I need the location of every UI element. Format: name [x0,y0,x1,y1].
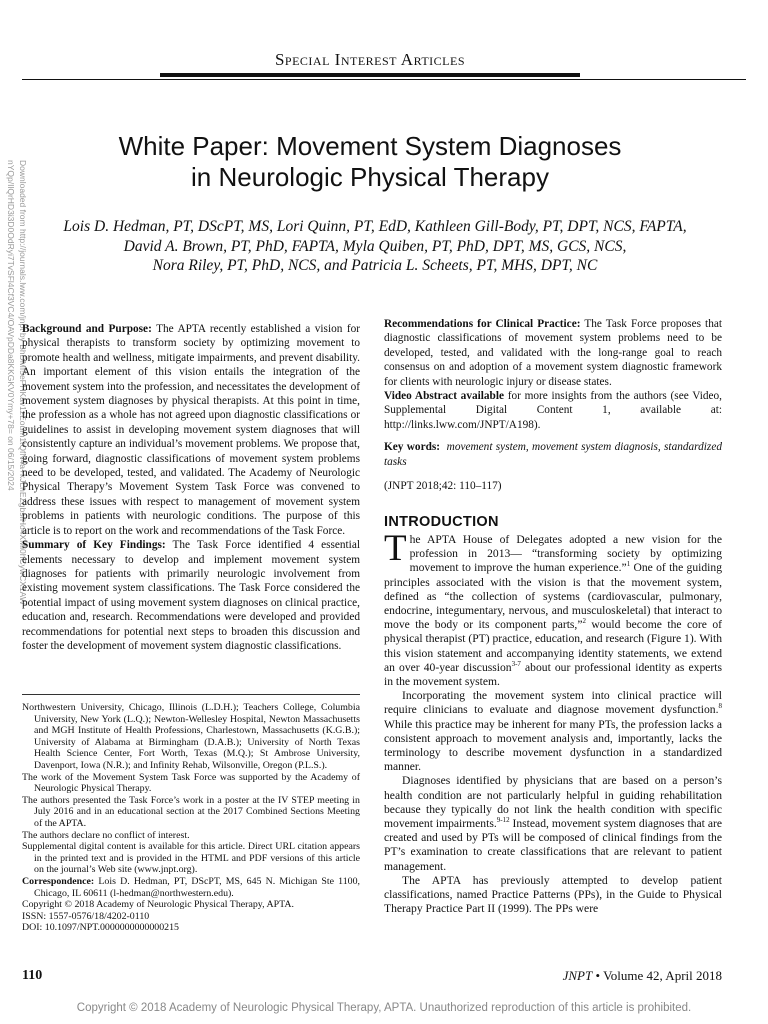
intro-p1-c: would become the core of physical therapist (PT) practice, education, and research (Figure 1). With this vision statement and accompanying identity statements, we extend an over 40-year discussion [384,618,723,674]
note-doi: DOI: 10.1097/NPT.0000000000000215 [22,922,179,934]
header-thin-rule [22,79,746,80]
note-supplemental: Supplemental digital content is available for this article. Direct URL citation appears in the printed text and is provided in the HTML and PDF versions of this article on the journal’s Web site (www.jnpt.org). [22,841,360,876]
article-title [60,131,680,193]
journal-name: JNPT [562,968,593,983]
watermark-line-1: Downloaded from http://journals.lww.com/jnpt by BhDMf5ePHKav1zEoum1tQfN4a+kJLhEZgbsIHo4XMi0hCywCX1AW [18,160,28,605]
notes-divider [22,694,360,695]
ref-9-12: 9-12 [496,816,510,825]
note-presentation: The authors presented the Task Force’s work in a poster at the IV STEP meeting in July 2016 and in an educational section at the 2017 Combined Sections Meeting of the APTA. [22,794,360,829]
intro-p1-d: about our professional identity as experts in the movement system. [384,660,722,689]
intro-p2-b: While this practice may be inherent for many PTs, the profession lacks a consistent approach to movement analysis and, importantly, lacks the terminology to describe movement dysfunction in a standardized manner. [384,717,722,774]
ref-8: 8 [718,702,722,711]
note-correspondence [22,876,360,899]
recommendations-label: Recommendations for Clinical Practice: [384,318,581,330]
journal-footer [563,968,722,984]
intro-p1-a: he APTA House of Delegates adopted a new vision for the profession in 2013— “transforming society by optimizing movement to improve the human experience.” [409,533,722,575]
introduction-heading: INTRODUCTION [384,514,499,530]
video-abstract [384,389,722,432]
abstract-summary [22,538,360,653]
article-notes [22,702,360,934]
note-support: The work of the Movement System Task Force was supported by the Academy of Neurologic Physical Therapy. [22,771,360,795]
abstract-recommendations [384,317,722,389]
footer-bullet: • [592,968,604,983]
intro-p3-a: Diagnoses identified by physicians that are based on a person’s health condition are not particularly helpful in guiding rehabilitation because they typically do not link the health condition with specific movement impairments. [384,774,722,831]
copyright-banner: Copyright © 2018 Academy of Neurologic Physical Therapy, APTA. Unauthorized reproduction of this article is prohibited. [76,1002,692,1014]
abstract-background [22,322,360,538]
keywords-label: Key words: [384,441,441,454]
recommendations-text: The Task Force proposes that diagnostic classifications of movement system problems need to be developed, tested, and validated with the long-range goal to reach consensus on and adoption of a movement system diagnostic framework for clients with neurologic injury or disease states. [384,318,722,388]
note-affiliations: Northwestern University, Chicago, Illinois (L.D.H.); Teachers College, Columbia University, New York (L.Q.); Newton-Wellesley Hospital, Newton Massachusetts and MGH Institute of Health Professions, Charlestown, Massachusetts (K.G.B.); University of Alabama at Birmingham (D.A.B.); University of North Texas Health Science Center, Fort Worth, Texas (M.Q.); St Ambrose University, Davenport, Iowa (N.R.); and Infinity Rehab, Wilsonville, Oregon (P.L.S.). [22,702,360,771]
title-line-1: White Paper: Movement System Diagnoses [118,131,622,161]
drop-cap: T [384,528,407,569]
background-text: The APTA recently established a vision for physical therapists to transform society by optimizing movement to promote health and wellness, mitigate impairments, and prevent disability. An important element of this vision entails the integration of the movement system into the profession, and necessitates the development of movement system diagnoses by physical therapists. At this point in time, the profession as a whole has not agreed upon diagnostic classifications or guidelines to assist in developing movement system diagnoses that will consistently capture an individual’s movement problems. We propose that, going forward, diagnostic classifications of movement system problems need to be developed, tested, and validated. The Academy of Neurologic Physical Therapy’s Movement System Task Force was convened to address these issues with respect to management of movement system problems in patients with neurologic conditions. The purpose of this article is to report on the work and recommendations of the Task Force. [22,323,360,537]
note-conflict: The authors declare no conflict of interest. [22,829,190,841]
introduction-body [384,528,723,916]
keywords [384,440,722,469]
authors-line-2: David A. Brown, PT, PhD, FAPTA, Myla Quiben, PT, PhD, DPT, MS, GCS, NCS, [123,237,627,255]
keywords-text: movement system, movement system diagnosis, standardized tasks [384,441,722,468]
intro-p3-b: Instead, movement system diagnoses that are created and used by PTs will be composed of clinical findings from the PT’s examination to create classifications that are relevant to patient management. [384,817,722,873]
page-number: 110 [22,968,43,983]
video-text: for more insights from the authors (see Video, Supplemental Digital Content 1, available at: http://links.lww.com/JNPT/A198). [384,390,722,431]
watermark-line-2: nYQp/IlQrHD3i3D0OdRyi7TvSFl4Cf3VC4/OAVpDDa8KKGKV0Ymy+78= on 06/15/2024 [6,160,16,491]
intro-paragraph-2 [384,689,722,774]
authors-line-3: Nora Riley, PT, PhD, NCS, and Patricia L. Scheets, PT, MHS, DPT, NC [152,257,598,274]
journal-citation: (JNPT 2018;42: 110–117) [384,480,502,493]
video-label: Video Abstract available [384,390,504,403]
intro-p2-a: Incorporating the movement system into clinical practice will require clinicians to evaluate and diagnose movement dysfunction. [384,689,722,717]
title-line-2: in Neurologic Physical Therapy [191,162,549,192]
intro-paragraph-4: The APTA has previously attempted to develop patient classifications, named Practice Patterns (PPs), in the Guide to Physical Therapy Practice Part II (1999). The PPs were [384,873,722,916]
correspondence-text: Lois D. Hedman, PT, DScPT, MS, 645 N. Michigan Ste 1100, Chicago, IL 60611 (l-hedman@northwestern.edu). [34,875,360,899]
note-issn: ISSN: 1557-0576/18/4202-0110 [22,910,150,922]
abstract-right-column [384,317,722,493]
summary-label: Summary of Key Findings: [22,539,166,552]
intro-p1-b: One of the guiding principles associated with the vision is that the movement system, defined as “the collection of systems (cardiovascular, pulmonary, endocrine, integumentary, nervous, and musculoskeletal) that interact to move the body or its component parts,” [384,561,722,632]
header-thick-rule [160,73,580,77]
summary-text: The Task Force identified 4 essential elements necessary to develop and implement movement system diagnoses for patients with primarily neurologic involvement from existing movement system classifications. The Task Force considered the potential impact of using movement system diagnoses on clinical practice, education and, research. Recommendations were developed and provided recommendations for potential next steps to broaden this discussion and foster the development of movement system diagnostic classifications. [22,539,360,652]
ref-1: 1 [626,560,631,569]
authors-line-1: Lois D. Hedman, PT, DScPT, MS, Lori Quinn, PT, EdD, Kathleen Gill-Body, PT, DPT, NCS, FAPTA, [63,218,687,235]
correspondence-label: Correspondence: [22,875,95,887]
volume-info: Volume 42, April 2018 [603,968,722,983]
intro-paragraph-1 [384,528,723,689]
author-list [30,217,720,276]
section-header: Special Interest Articles [274,50,466,69]
intro-paragraph-3 [384,774,722,873]
note-copyright: Copyright © 2018 Academy of Neurologic Physical Therapy, APTA. [22,899,294,911]
abstract-left-column [22,322,360,653]
background-label: Background and Purpose: [22,323,152,335]
ref-2: 2 [582,617,586,626]
ref-3-7: 3-7 [511,659,521,668]
